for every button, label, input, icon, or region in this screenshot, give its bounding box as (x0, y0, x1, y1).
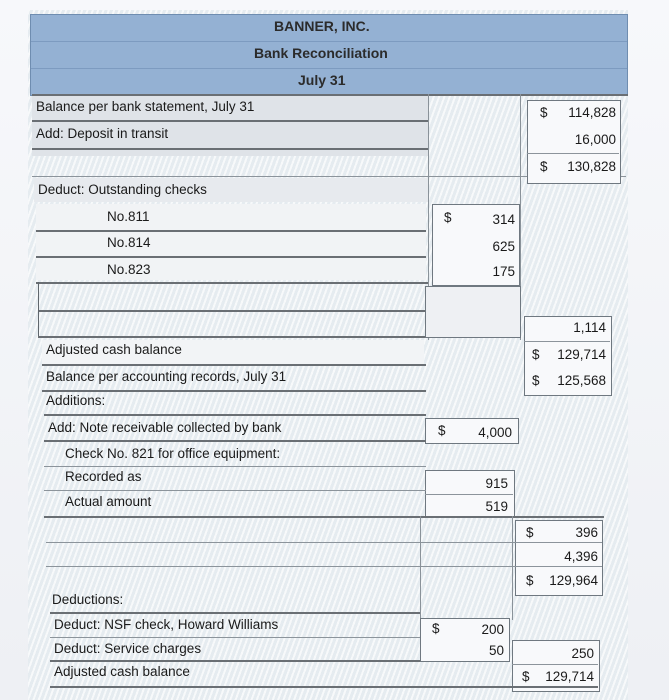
deductions-label: Deductions: (52, 592, 124, 607)
check-823-label: No.823 (107, 262, 151, 277)
row-divider (36, 256, 426, 258)
checks-band (36, 204, 426, 280)
row-divider (38, 310, 428, 312)
book-balance-currency: $ (532, 373, 540, 388)
row-divider (46, 566, 602, 567)
row-divider (32, 148, 428, 150)
check-811-value: 314 (492, 212, 515, 227)
company-name: BANNER, INC. (274, 18, 370, 34)
actual-amount-label: Actual amount (65, 494, 152, 509)
row-divider (50, 686, 598, 688)
check-currency: $ (444, 210, 452, 225)
row-divider (44, 466, 426, 467)
row-divider (32, 94, 628, 96)
book-adjusted-value: 129,714 (545, 669, 594, 684)
row-divider (44, 440, 426, 442)
row-divider (42, 364, 426, 366)
report-date: July 31 (298, 72, 346, 88)
book-balance-label: Balance per accounting records, July 31 (46, 369, 287, 384)
bank-adjusted-label: Adjusted cash balance (46, 342, 182, 357)
row-divider (50, 637, 420, 638)
check-811-label: No.811 (107, 209, 150, 224)
row-divider (36, 282, 428, 284)
book-subtotal-value: 129,964 (549, 573, 598, 588)
additions-label: Additions: (46, 393, 106, 408)
book-subtotal-currency: $ (526, 573, 534, 588)
bank-adjusted-value: 129,714 (557, 347, 606, 362)
row-divider (44, 490, 426, 491)
bank-subtotal-currency: $ (540, 159, 548, 174)
row-divider (32, 120, 428, 122)
diff-value: 396 (575, 525, 598, 540)
deposit-label: Add: Deposit in transit (36, 126, 169, 141)
note-receivable-label: Add: Note receivable collected by bank (48, 420, 282, 435)
check-814-label: No.814 (107, 235, 151, 250)
row-divider (42, 390, 426, 392)
book-adjusted-currency: $ (522, 669, 530, 684)
bank-balance-currency: $ (540, 105, 548, 120)
deductions-total-value: 250 (571, 646, 594, 661)
deposit-value: 16,000 (574, 132, 616, 147)
service-charges-label: Deduct: Service charges (54, 641, 202, 656)
check-821-label: Check No. 821 for office equipment: (65, 446, 281, 461)
deduct-checks-label: Deduct: Outstanding checks (38, 182, 207, 197)
row-divider (425, 494, 513, 495)
actual-value: 519 (485, 499, 508, 514)
row-divider (44, 414, 426, 416)
service-value: 50 (488, 643, 504, 658)
total-underline (524, 341, 610, 342)
bank-balance-label: Balance per bank statement, July 31 (36, 99, 255, 114)
recorded-value: 915 (485, 476, 508, 491)
recorded-as-label: Recorded as (65, 469, 142, 484)
empty-amount-box (425, 286, 521, 338)
column-divider (420, 516, 421, 620)
bank-balance-value: 114,828 (568, 105, 616, 120)
report-title: Bank Reconciliation (254, 45, 388, 61)
row-divider (50, 660, 420, 662)
additions-total-value: 4,396 (564, 549, 598, 564)
row-divider (50, 612, 420, 614)
checks-total-value: 1,114 (573, 320, 606, 335)
total-underline (527, 153, 619, 154)
nsf-value: 200 (481, 622, 504, 637)
bank-subtotal-value: 130,828 (567, 159, 616, 174)
row-divider (36, 230, 426, 232)
bank-adjusted-currency: $ (532, 347, 540, 362)
diff-currency: $ (526, 525, 534, 540)
row-divider (44, 516, 604, 518)
nsf-currency: $ (432, 621, 440, 636)
column-divider (38, 282, 39, 336)
note-value: 4,000 (478, 425, 512, 440)
nsf-check-label: Deduct: NSF check, Howard Williams (54, 617, 279, 632)
check-823-value: 175 (492, 264, 515, 279)
note-currency: $ (438, 423, 446, 438)
book-balance-value: 125,568 (557, 373, 606, 388)
column-divider (512, 516, 513, 620)
row-divider (46, 542, 602, 543)
book-adjusted-label: Adjusted cash balance (54, 664, 190, 679)
total-underline (512, 664, 598, 665)
row-divider (38, 336, 428, 338)
check-814-value: 625 (492, 239, 515, 254)
